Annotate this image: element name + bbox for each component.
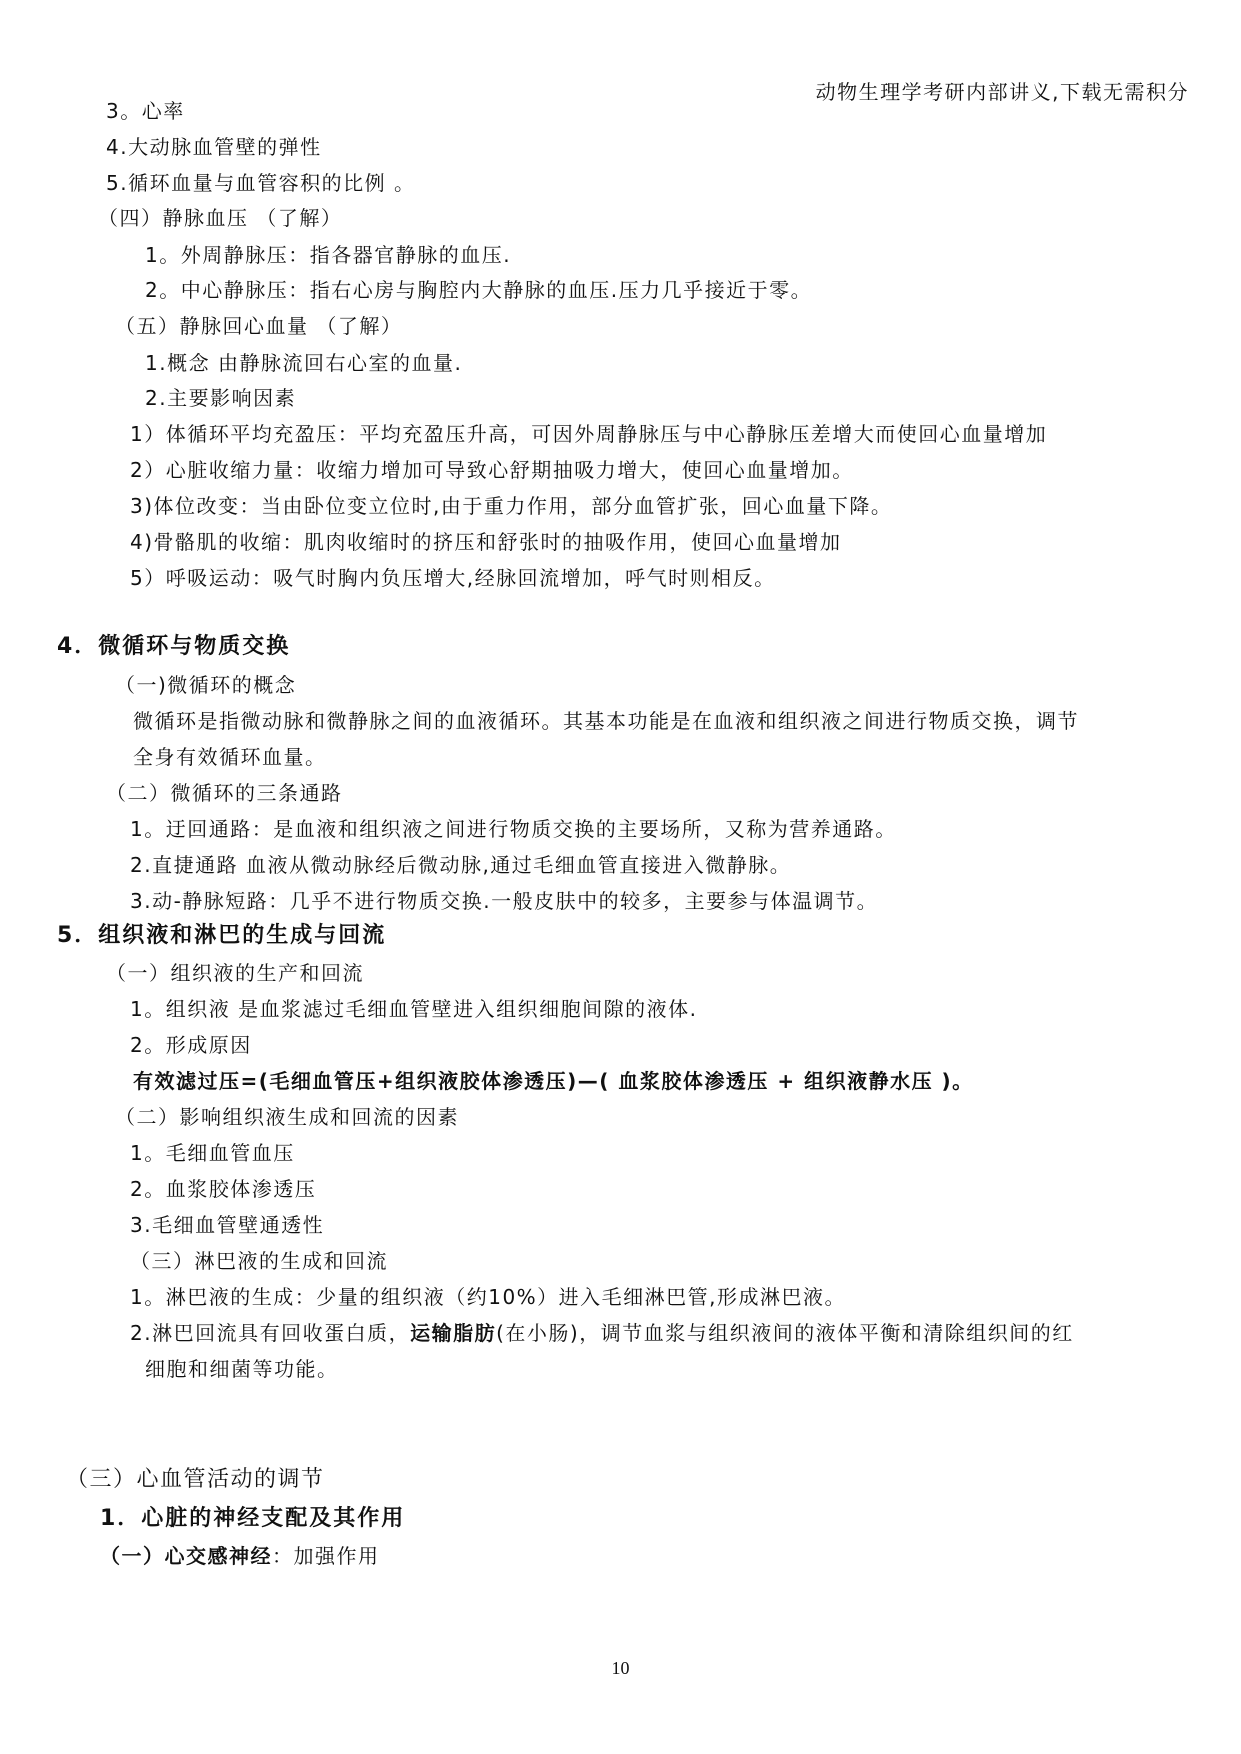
emphasis-text: 运输脂肪 xyxy=(410,1321,497,1345)
text-line: 3.动-静脉短路：几乎不进行物质交换.一般皮肤中的较多，主要参与体温调节。 xyxy=(130,889,879,913)
chapter-heading: 4．微循环与物质交换 xyxy=(57,634,291,659)
text-line: 1。迂回通路：是血液和组织液之间进行物质交换的主要场所，又称为营养通路。 xyxy=(130,817,897,841)
paragraph-line: 微循环是指微动脉和微静脉之间的血液循环。其基本功能是在血液和组织液之间进行物质交换，调节 xyxy=(133,709,1079,733)
text-line: 2.主要影响因素 xyxy=(145,386,297,410)
text-line: 2。形成原因 xyxy=(130,1033,252,1057)
text-line: 3。心率 xyxy=(106,99,185,123)
text-line: 4.大动脉血管壁的弹性 xyxy=(106,135,322,159)
text-segment: ：加强作用 xyxy=(272,1544,380,1568)
chapter-heading: 5．组织液和淋巴的生成与回流 xyxy=(57,923,387,948)
text-line: 5）呼吸运动：吸气时胸内负压增大,经脉回流增加，呼气时则相反。 xyxy=(130,566,776,590)
page-number: 10 xyxy=(611,1658,630,1678)
paragraph-line: 全身有效循环血量。 xyxy=(133,745,327,769)
chapter-heading: 1．心脏的神经支配及其作用 xyxy=(100,1506,406,1531)
page-header: 动物生理学考研内部讲义,下载无需积分 xyxy=(815,80,1189,104)
text-line: 2）心脏收缩力量：收缩力增加可导致心舒期抽吸力增大，使回心血量增加。 xyxy=(130,458,854,482)
text-line: 2.直捷通路 血液从微动脉经后微动脉,通过毛细血管直接进入微静脉。 xyxy=(130,853,792,877)
text-line: 1。毛细血管血压 xyxy=(130,1141,295,1165)
formula-line: 有效滤过压=(毛细血管压+组织液胶体渗透压)—( 血浆胶体渗透压 + 组织液静水压 )。 xyxy=(133,1069,974,1093)
section-heading: （四）静脉血压 （了解） xyxy=(98,206,343,230)
text-line: 1。组织液 是血浆滤过毛细血管壁进入组织细胞间隙的液体. xyxy=(130,997,698,1021)
section-heading: （三）心血管活动的调节 xyxy=(66,1467,325,1492)
text-segment: (在小肠)，调节血浆与组织液间的液体平衡和清除组织间的红 xyxy=(496,1321,1074,1345)
text-line: 1。淋巴液的生成：少量的组织液（约10%）进入毛细淋巴管,形成淋巴液。 xyxy=(130,1285,847,1309)
text-line: 2。血浆胶体渗透压 xyxy=(130,1177,317,1201)
section-heading: （二）微循环的三条通路 xyxy=(106,781,343,805)
text-line: 5.循环血量与血管容积的比例 。 xyxy=(106,171,416,195)
text-line: 1。外周静脉压：指各器官静脉的血压. xyxy=(145,243,512,267)
text-line: 2。中心静脉压：指右心房与胸腔内大静脉的血压.压力几乎接近于零。 xyxy=(145,278,813,302)
text-line xyxy=(100,1543,380,1569)
text-line xyxy=(130,1320,1074,1346)
text-line: 3.毛细血管壁通透性 xyxy=(130,1213,325,1237)
text-segment: 2.淋巴回流具有回收蛋白质， xyxy=(130,1321,411,1345)
text-line: 1）体循环平均充盈压：平均充盈压升高，可因外周静脉压与中心静脉压差增大而使回心血量增加 xyxy=(130,422,1048,446)
section-heading: （一)微循环的概念 xyxy=(115,673,297,697)
section-heading: （三）淋巴液的生成和回流 xyxy=(130,1249,388,1273)
text-line: 4)骨骼肌的收缩：肌肉收缩时的挤压和舒张时的抽吸作用，使回心血量增加 xyxy=(130,530,842,554)
emphasis-text: （一）心交感神经 xyxy=(100,1544,272,1568)
section-heading: （二）影响组织液生成和回流的因素 xyxy=(115,1105,459,1129)
text-line: 细胞和细菌等功能。 xyxy=(145,1357,339,1381)
text-line: 3)体位改变：当由卧位变立位时,由于重力作用，部分血管扩张，回心血量下降。 xyxy=(130,494,893,518)
text-line: 1.概念 由静脉流回右心室的血量. xyxy=(145,351,463,375)
section-heading: （五）静脉回心血量 （了解） xyxy=(115,314,403,338)
section-heading: （一）组织液的生产和回流 xyxy=(106,961,364,985)
